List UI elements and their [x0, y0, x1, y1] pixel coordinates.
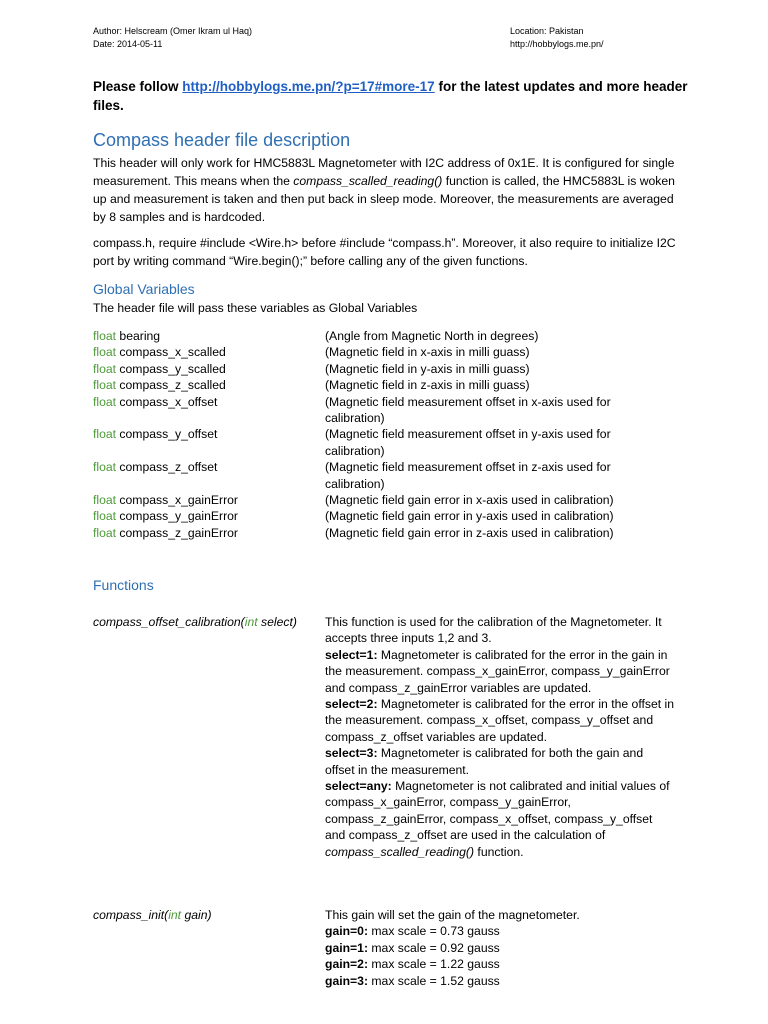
location-line: Location: Pakistan — [510, 26, 584, 36]
var-name: compass_y_gainError — [116, 509, 238, 524]
list-item — [93, 426, 655, 459]
gain-option — [325, 923, 675, 939]
gain-option — [325, 940, 675, 956]
list-item — [93, 508, 655, 524]
option-label: gain=2: — [325, 957, 369, 972]
header-left — [93, 25, 252, 51]
var-desc: (Magnetic field in y-axis in milli guass) — [325, 361, 530, 376]
function-description — [325, 614, 675, 860]
type-keyword: float — [93, 493, 117, 508]
var-desc: (Magnetic field measurement offset in y-axis used for calibration) — [325, 427, 611, 458]
var-name: bearing — [116, 329, 161, 343]
func-param: gain) — [181, 908, 212, 922]
func-name: compass_offset_calibration( — [93, 615, 245, 629]
type-keyword: float — [93, 525, 117, 540]
intro-paragraph-2: compass.h, require #include <Wire.h> before #include “compass.h”. Moreover, it also require to initialize I2C port by writing command “Wire.begin();” before calling any of the given functions. — [93, 236, 676, 268]
option-text: Magnetometer is calibrated for the error in the offset in the measurement. compass_x_offset, compass_y_offset and compass_z_offset variables are updated. — [325, 697, 675, 744]
var-desc: (Magnetic field measurement offset in x-axis used for calibration) — [325, 394, 611, 426]
option-select-2 — [325, 696, 675, 745]
notice-after: for the latest updates and more header files. — [93, 79, 688, 113]
list-item — [93, 344, 655, 360]
type-keyword: float — [93, 361, 117, 376]
intro-paragraph-1 — [93, 154, 683, 226]
type-keyword: float — [93, 427, 117, 442]
type-keyword: float — [93, 394, 117, 409]
function-description — [325, 907, 675, 989]
var-name: compass_x_offset — [116, 394, 218, 409]
func-ref: compass_scalled_reading() — [325, 844, 475, 859]
type-keyword: float — [93, 329, 117, 343]
function-signature — [93, 614, 323, 630]
option-text: max scale = 1.22 gauss — [368, 957, 500, 972]
list-item — [93, 459, 655, 492]
gain-option — [325, 973, 675, 989]
func-name: compass_init( — [93, 908, 169, 922]
globals-subtitle: The header file will pass these variables as Global Variables — [93, 301, 418, 315]
type-keyword: int — [244, 615, 258, 629]
var-desc: (Magnetic field gain error in y-axis used in calibration) — [325, 509, 614, 524]
list-item — [93, 361, 655, 377]
option-text: Magnetometer is not calibrated and initial values of compass_x_gainError, compass_y_gainError, compass_z_gainError, compass_x_offset, compass_y_offset and compass_z_offset are used in the calculation of — [325, 779, 670, 843]
var-name: compass_z_offset — [116, 460, 218, 475]
option-text-end: function. — [474, 844, 524, 859]
var-desc: (Magnetic field gain error in x-axis used in calibration) — [325, 493, 614, 508]
intro-text-b: function is called, the HMC5883L is woken up and measurement is taken and then put back in sleep mode. Moreover, the measurements are averaged by 8 samples and is hardcoded. — [93, 174, 675, 224]
func-desc-line: This gain will set the gain of the magnetometer. — [325, 908, 580, 922]
date-line: Date: 2014-05-11 — [93, 39, 163, 49]
var-desc: (Magnetic field in x-axis in milli guass) — [325, 345, 530, 360]
var-desc: (Magnetic field in z-axis in milli guass) — [325, 378, 530, 393]
option-select-any — [325, 778, 675, 860]
updates-notice — [93, 77, 693, 115]
globals-heading: Global Variables — [93, 281, 195, 297]
var-desc: (Angle from Magnetic North in degrees) — [325, 329, 539, 343]
type-keyword: int — [168, 908, 182, 922]
var-name: compass_z_scalled — [116, 378, 226, 393]
intro-func-name: compass_scalled_reading() — [293, 174, 443, 188]
var-name: compass_x_scalled — [116, 345, 226, 360]
globals-list — [93, 328, 655, 541]
gain-option — [325, 956, 675, 972]
option-label: gain=3: — [325, 973, 369, 988]
site-line: http://hobbylogs.me.pn/ — [510, 39, 604, 49]
header-right — [510, 25, 604, 51]
option-text: Magnetometer is calibrated for the error in the gain in the measurement. compass_x_gainError, compass_y_gainError and compass_z_gainError variables are updated. — [325, 647, 670, 695]
option-label: gain=0: — [325, 924, 369, 939]
type-keyword: float — [93, 460, 117, 475]
var-name: compass_z_gainError — [116, 525, 238, 540]
option-text: max scale = 0.73 gauss — [368, 924, 500, 939]
list-item — [93, 394, 655, 427]
list-item — [93, 525, 655, 541]
functions-heading: Functions — [93, 577, 154, 593]
var-name: compass_y_scalled — [116, 361, 226, 376]
func-param: select) — [257, 615, 297, 629]
list-item — [93, 492, 655, 508]
option-select-3 — [325, 745, 675, 778]
option-text: Magnetometer is calibrated for both the gain and offset in the measurement. — [325, 746, 644, 777]
var-desc: (Magnetic field gain error in z-axis used in calibration) — [325, 525, 614, 540]
list-item — [93, 328, 655, 344]
option-label: select=1: — [325, 647, 378, 662]
type-keyword: float — [93, 509, 117, 524]
option-text: max scale = 0.92 gauss — [368, 940, 500, 955]
var-desc: (Magnetic field measurement offset in z-axis used for calibration) — [325, 460, 611, 491]
updates-link[interactable]: http://hobbylogs.me.pn/?p=17#more-17 — [182, 79, 435, 94]
type-keyword: float — [93, 345, 117, 360]
option-label: select=any: — [325, 779, 392, 794]
var-name: compass_y_offset — [116, 427, 218, 442]
list-item — [93, 377, 655, 393]
option-label: select=3: — [325, 746, 378, 761]
option-text: max scale = 1.52 gauss — [368, 973, 500, 988]
option-select-1 — [325, 647, 675, 696]
option-label: gain=1: — [325, 940, 369, 955]
option-label: select=2: — [325, 697, 378, 712]
author-line: Author: Helscream (Omer Ikram ul Haq) — [93, 26, 253, 36]
type-keyword: float — [93, 378, 117, 393]
notice-before: Please follow — [93, 79, 183, 94]
intro-text-a: This header will only work for HMC5883L Magnetometer with I2C address of 0x1E. It is configured for single measurement. This means when the — [93, 156, 675, 188]
function-signature — [93, 907, 323, 923]
func-desc-line: This function is used for the calibration of the Magnetometer. It accepts three inputs 1,2 and 3. — [325, 615, 662, 646]
page-title: Compass header file description — [93, 130, 351, 150]
var-name: compass_x_gainError — [116, 493, 238, 508]
